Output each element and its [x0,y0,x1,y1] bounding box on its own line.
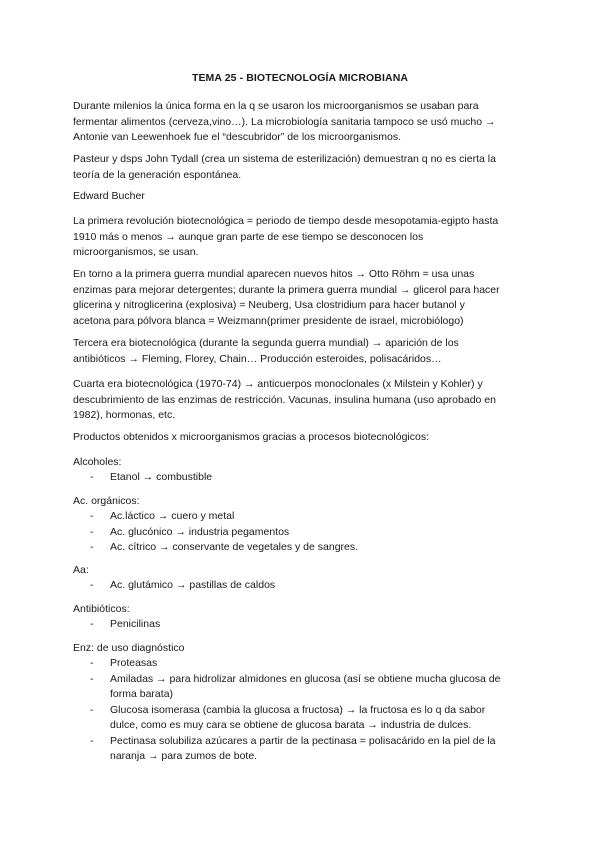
list-ac-organicos [73,509,533,556]
list-item: - Ac. glutámico → pastillas de caldos [90,579,276,591]
list-item: - Ac. glucónico → industria pegamentos [90,525,290,538]
section-heading-alcoholes: Alcoholes: [73,456,122,468]
section-heading-aa: Aa: [73,564,89,576]
list-item: - Ac.láctico → cuero y metal [90,510,235,522]
list-enzimas [73,656,533,765]
list-item: - Proteasas [90,657,158,669]
list-aa [73,578,533,594]
list-item: - Etanol → combustible [90,471,213,483]
document-title: TEMA 25 - BIOTECNOLOGÍA MICROBIANA [191,72,409,84]
paragraph-tercera-era: Tercera era biotecnológica (durante la segunda guerra mundial) → aparición de los antibióticos → Fleming, Florey, Chain… Producción esteroides, polisacáridos… [73,337,459,365]
paragraph-intro: Durante milenios la única forma en la q se usaron los microorganismos se usaban para fermentar alimentos (cerveza,vino…). La microbiología sanitaria tampoco se usó mucho → Antonie van Leewenhoek fue el “descubridor” de los microorganismos. [73,100,496,143]
list-item: - Penicilinas [90,618,161,630]
paragraph-productos: Productos obtenidos x microorganismos gracias a procesos biotecnológicos: [73,431,430,443]
paragraph-primera-guerra: En torno a la primera guerra mundial aparecen nuevos hitos → Otto Röhm = usa unas enzimas para mejorar detergentes; durante la primera guerra mundial → glicerol para hacer glicerina y nitroglicerina (explosiva) = Neuberg, Usa clostridium para hacer butanol y acetona para pólvora blanca = Weizmann(primer presidente de israel, microbiólogo) [73,268,500,327]
section-heading-antibioticos: Antibióticos: [73,603,130,615]
list-item: - Amiladas → para hidrolizar almidones en glucosa (así se obtiene mucha glucosa de forma barata) [90,672,501,700]
list-antibioticos [73,617,533,633]
section-heading-enzimas: Enz: de uso diagnóstico [73,642,185,654]
list-item: - Glucosa isomerasa (cambia la glucosa a fructosa) → la fructosa es lo q da sabor dulce, como es muy cara se obtiene de glucosa barata → industria de dulces. [90,703,486,731]
section-heading-ac-organicos: Ac. orgánicos: [73,495,140,507]
paragraph-bucher: Edward Bucher [73,190,145,202]
paragraph-pasteur: Pasteur y dsps John Tydall (crea un sistema de esterilización) demuestran q no es cierta la teoría de la generación espontánea. [73,153,496,181]
list-alcoholes [73,470,533,486]
list-item: - Ac. cítrico → conservante de vegetales y de sangres. [90,541,359,553]
paragraph-cuarta-era: Cuarta era biotecnológica (1970-74) → anticuerpos monoclonales (x Milstein y Kohler) y descubrimiento de las enzimas de restricción. Vacunas, insulina humana (uso aprobado en 1982), hormonas, etc. [73,378,496,421]
paragraph-primera-revolucion: La primera revolución biotecnológica = periodo de tiempo desde mesopotamia-egipto hasta 1910 más o menos → aunque gran parte de ese tiempo se desconocen los microorganismos, se usan. [73,215,499,258]
list-item: - Pectinasa solubiliza azúcares a partir de la pectinasa = polisacárido en la piel de la naranja → para zumos de bote. [90,734,496,762]
